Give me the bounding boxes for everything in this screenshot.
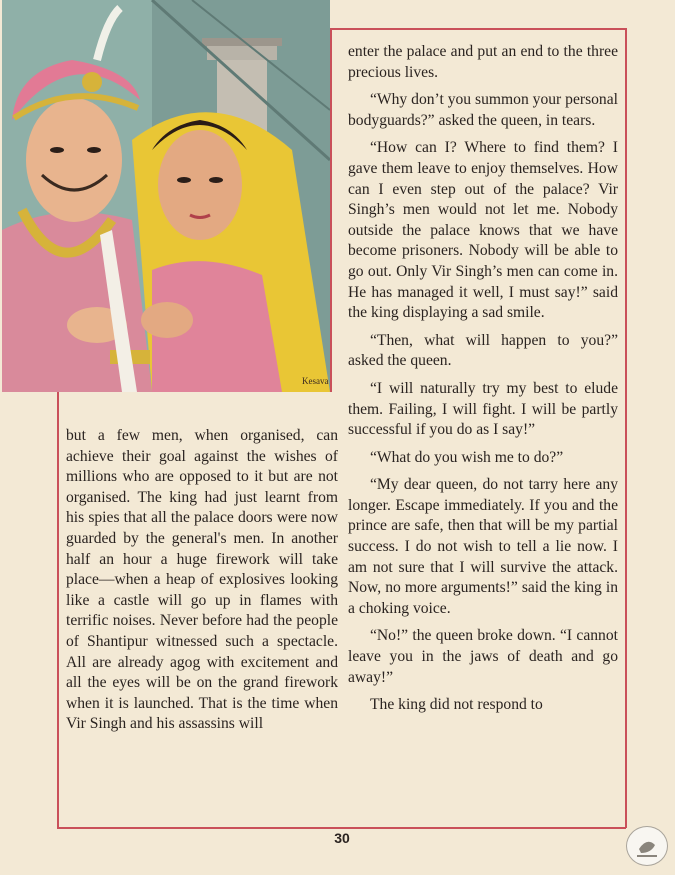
- right-paragraph-7: “My dear queen, do not tarry here any longer. Escape immediately. If you and the prince are safe, then that will be my partial success. I do not wish to tell a lie now. I am not sure that I will survive the attack. Now, no more arguments!” said the king in a choking voice.: [348, 476, 618, 617]
- right-paragraph-6: “What do you wish me to do?”: [370, 448, 564, 466]
- illustration-signature: Kesava: [302, 376, 329, 386]
- right-paragraph-3: “How can I? Where to find them? I gave them leave to enjoy themselves. How can I even step out of the palace? Vir Singh’s men would not let me. Nobody outside the palace knows that we have become prisoners. Nobody will be able to go out. Only Vir Singh’s men can come in. He has managed it well, I must say!” said the king displaying a sad smile.: [348, 139, 618, 322]
- right-paragraph-4: “Then, what will happen to you?” asked the queen.: [348, 331, 618, 370]
- left-column-paragraph: but a few men, when organised, can achieve their goal against the wishes of millions who are opposed to it but are not organised. The king had just learnt from his spies that all the palace doors were now guarded by the general's men. In another half an hour a huge firework will take place—when a heap of explosives looking like a castle will go up in flames with terrific noises. Never before had the people of Shantipur witnessed such a spectacle. All are already agog with excitement and all the eyes will be on the grand firework when it is launched. That is the time when Vir Singh and his assassins will: [66, 427, 338, 733]
- frame-line-right: [625, 28, 627, 828]
- right-text-column: [348, 42, 618, 723]
- frame-line-top-right: [330, 28, 626, 30]
- library-stamp-icon: [626, 826, 668, 866]
- right-paragraph-8: “No!” the queen broke down. “I cannot leave you in the jaws of death and go away!”: [348, 627, 618, 686]
- right-paragraph-9: The king did not respond to: [370, 696, 543, 714]
- left-text-column: [66, 426, 338, 735]
- king-and-queen-illustration: [2, 0, 330, 392]
- right-paragraph-1: enter the palace and put an end to the three precious lives.: [348, 43, 618, 81]
- frame-line-bottom: [57, 827, 626, 829]
- frame-line-left: [57, 392, 59, 828]
- right-paragraph-5: “I will naturally try my best to elude them. Failing, I will fight. I will be partly successful if you do as I say!”: [348, 379, 618, 439]
- right-paragraph-2: “Why don’t you summon your personal bodyguards?” asked the queen, in tears.: [348, 91, 618, 129]
- frame-line-mid-top: [330, 28, 332, 392]
- page-number: 30: [334, 830, 350, 846]
